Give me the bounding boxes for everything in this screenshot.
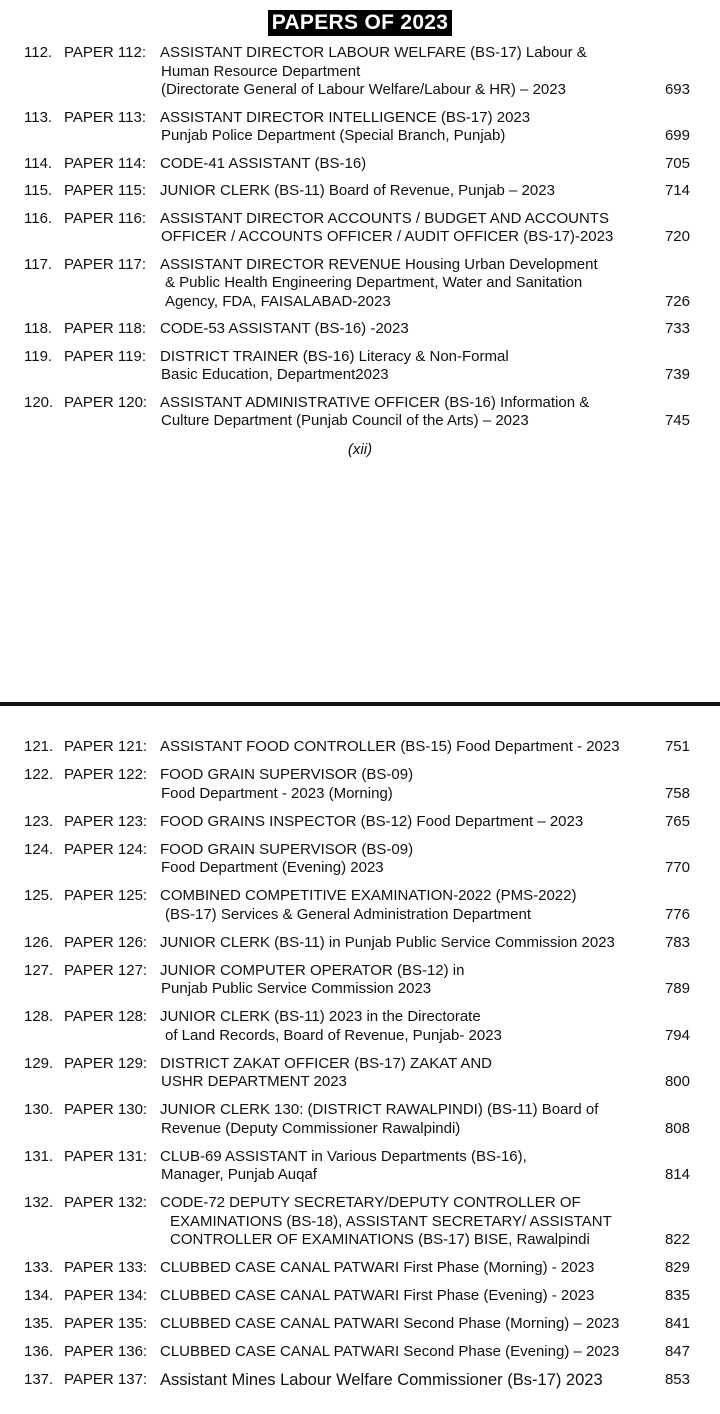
paper-label: PAPER 126: [64,933,148,951]
entry-title-line: ASSISTANT FOOD CONTROLLER (BS-15) Food Department - 2023 [160,738,620,755]
entry-title-line: CLUBBED CASE CANAL PATWARI Second Phase (Morning) – 2023 [160,1315,620,1332]
paper-label: PAPER 117: [64,255,146,273]
entry-title-line: FOOD GRAIN SUPERVISOR (BS-09) [160,840,414,858]
page-number: 693 [664,81,690,98]
entry-title-line: Human Resource Department [161,62,361,80]
toc-entry [0,813,720,832]
page-number: 808 [664,1119,690,1137]
entry-title-line: CODE-53 ASSISTANT (BS-16) -2023 [160,320,409,337]
entry-number: 134. [24,1287,54,1304]
toc-entry [0,1287,720,1306]
paper-label: PAPER 120: [64,393,148,411]
entry-title-line: CLUBBED CASE CANAL PATWARI First Phase (Evening) - 2023 [160,1287,595,1304]
page-number: 841 [664,1315,690,1332]
toc-entry [0,348,720,385]
page-number: 835 [664,1287,690,1304]
page-number: 829 [664,1259,690,1276]
toc-entry [0,155,720,174]
paper-label: PAPER 131: [64,1147,148,1165]
toc-entry [0,934,720,953]
entry-number: 123. [24,812,54,830]
entry-title-line: ASSISTANT DIRECTOR LABOUR WELFARE (BS-17) Labour & [160,44,587,61]
entry-title-line: & Public Health Engineering Department, Water and Sanitation [165,274,583,291]
toc-entry [0,44,720,100]
toc-entry [0,1343,720,1362]
entry-title-line: CLUBBED CASE CANAL PATWARI First Phase (Morning) - 2023 [160,1259,595,1276]
paper-label: PAPER 116: [64,209,146,227]
entry-title-line: of Land Records, Board of Revenue, Punjab- 2023 [165,1026,502,1044]
entry-title-line: Punjab Public Service Commission 2023 [161,980,432,997]
entry-title-line: CLUBBED CASE CANAL PATWARI Second Phase (Evening) – 2023 [160,1343,620,1360]
entry-number: 124. [24,840,54,858]
toc-entry [0,841,720,878]
title-wrap [0,0,720,44]
paper-label: PAPER 130: [64,1101,148,1118]
toc-entry [0,320,720,339]
entry-number: 125. [24,887,54,904]
toc-entry [0,1194,720,1250]
paper-label: PAPER 132: [64,1194,148,1211]
paper-label: PAPER 123: [64,812,148,830]
entry-number: 137. [24,1371,54,1388]
page-number-roman: (xii) [347,440,373,458]
entry-number: 116. [24,209,53,227]
entry-title-line: DISTRICT ZAKAT OFFICER (BS-17) ZAKAT AND [160,1054,492,1072]
entry-title-line: JUNIOR CLERK (BS-11) Board of Revenue, Punjab – 2023 [160,182,555,199]
paper-label: PAPER 133: [64,1259,148,1276]
paper-label: PAPER 114: [64,154,146,172]
paper-label: PAPER 112: [64,44,146,61]
paper-label: PAPER 122: [64,766,148,783]
paper-label: PAPER 119: [64,347,146,365]
contents-page-lower [0,708,720,1414]
page-number: 789 [664,980,690,997]
entry-number: 135. [24,1315,54,1332]
entry-title-line: OFFICER / ACCOUNTS OFFICER / AUDIT OFFICER (BS-17)-2023 [161,228,614,245]
page-number: 739 [664,366,690,383]
page-number: 770 [664,859,690,876]
entry-title-line: COMBINED COMPETITIVE EXAMINATION-2022 (PMS-2022) [160,887,577,904]
toc-entry [0,1315,720,1334]
page-title: PAPERS OF 2023 [268,10,453,36]
entry-number: 133. [24,1259,54,1276]
entry-title-line: ASSISTANT DIRECTOR INTELLIGENCE (BS-17) 2023 [160,108,531,126]
entry-number: 127. [24,961,54,979]
toc-entry [0,394,720,431]
page-number: 699 [664,127,690,144]
entry-number: 115. [24,182,53,199]
toc-entry [0,1008,720,1045]
entry-title-line: FOOD GRAINS INSPECTOR (BS-12) Food Department – 2023 [160,812,584,830]
entry-number: 130. [24,1101,54,1118]
entry-title-line: Revenue (Deputy Commissioner Rawalpindi) [161,1119,461,1137]
toc-entry [0,962,720,999]
paper-label: PAPER 124: [64,840,148,858]
entry-title-line: CLUB-69 ASSISTANT in Various Departments (BS-16), [160,1147,527,1165]
contents-page-upper [0,0,720,700]
page-number: 733 [664,320,690,337]
page-number: 853 [664,1371,690,1388]
paper-label: PAPER 129: [64,1054,148,1072]
page-divider [0,702,720,706]
page-number: 751 [664,738,690,755]
toc-entry [0,1101,720,1138]
entry-title-line: Manager, Punjab Auqaf [161,1166,317,1183]
page-number: 847 [664,1343,690,1360]
entry-number: 129. [24,1054,54,1072]
paper-label: PAPER 134: [64,1287,148,1304]
page-number: 776 [664,905,690,923]
paper-label: PAPER 136: [64,1343,148,1360]
entry-number: 117. [24,255,53,273]
entry-title-line: Agency, FDA, FAISALABAD-2023 [165,292,391,310]
entry-title-line: Basic Education, Department2023 [161,366,389,383]
entry-title-line: Assistant Mines Labour Welfare Commissioner (Bs-17) 2023 [160,1371,603,1389]
page-number: 726 [664,292,690,310]
contents-list-lower [0,708,720,1390]
paper-label: PAPER 135: [64,1315,148,1332]
entry-title-line: DISTRICT TRAINER (BS-16) Literacy & Non-Formal [160,347,509,365]
entry-title-line: EXAMINATIONS (BS-18), ASSISTANT SECRETARY/ ASSISTANT [170,1212,612,1230]
entry-number: 119. [24,347,53,365]
page-number: 745 [664,412,690,429]
page-number: 758 [664,784,690,802]
page-number: 783 [664,933,690,951]
entry-title-line: ASSISTANT DIRECTOR REVENUE Housing Urban Development [160,255,598,273]
entry-title-line: CONTROLLER OF EXAMINATIONS (BS-17) BISE, Rawalpindi [170,1231,590,1248]
entry-title-line: FOOD GRAIN SUPERVISOR (BS-09) [160,766,414,783]
entry-number: 132. [24,1194,54,1211]
entry-number: 131. [24,1147,54,1165]
toc-entry [0,1371,720,1390]
page-number: 765 [664,812,690,830]
page-number: 714 [664,182,690,199]
entry-title-line: JUNIOR CLERK 130: (DISTRICT RAWALPINDI) (BS-11) Board of [160,1101,599,1118]
page-number: 814 [664,1166,690,1183]
entry-title-line: Punjab Police Department (Special Branch, Punjab) [161,127,506,144]
paper-label: PAPER 125: [64,887,148,904]
toc-entry [0,182,720,201]
page-number: 720 [664,228,690,245]
toc-entry [0,256,720,312]
paper-label: PAPER 137: [64,1371,148,1388]
paper-label: PAPER 127: [64,961,148,979]
entry-number: 114. [24,154,53,172]
paper-label: PAPER 121: [64,738,148,755]
entry-title-line: Food Department - 2023 (Morning) [161,784,393,802]
entry-number: 121. [24,738,54,755]
entry-number: 118. [24,320,53,337]
toc-entry [0,887,720,924]
entry-title-line: ASSISTANT ADMINISTRATIVE OFFICER (BS-16) Information & [160,393,590,411]
toc-entry [0,1259,720,1278]
entry-number: 113. [24,108,53,126]
entry-number: 120. [24,393,54,411]
entry-number: 128. [24,1008,54,1025]
toc-entry [0,1055,720,1092]
page-number: 800 [664,1073,690,1090]
paper-label: PAPER 113: [64,108,146,126]
entry-number: 122. [24,766,54,783]
entry-number: 126. [24,933,54,951]
entry-title-line: ASSISTANT DIRECTOR ACCOUNTS / BUDGET AND ACCOUNTS [160,209,609,227]
entry-number: 136. [24,1343,54,1360]
page-number: 794 [664,1026,690,1044]
entry-title-line: Culture Department (Punjab Council of the Arts) – 2023 [161,412,529,429]
page-number: 822 [664,1231,690,1248]
contents-list-upper [0,44,720,431]
entry-title-line: JUNIOR CLERK (BS-11) 2023 in the Directorate [160,1008,481,1025]
entry-title-line: (BS-17) Services & General Administration Department [165,905,531,923]
entry-title-line: (Directorate General of Labour Welfare/Labour & HR) – 2023 [161,81,566,98]
toc-entry [0,1148,720,1185]
paper-label: PAPER 128: [64,1008,148,1025]
entry-title-line: USHR DEPARTMENT 2023 [161,1073,347,1090]
paper-label: PAPER 115: [64,182,146,199]
toc-entry [0,766,720,803]
toc-entry [0,109,720,146]
toc-entry [0,210,720,247]
page-number: 705 [664,154,690,172]
entry-title-line: Food Department (Evening) 2023 [161,859,384,876]
toc-entry [0,738,720,757]
entry-title-line: JUNIOR CLERK (BS-11) in Punjab Public Service Commission 2023 [160,933,615,951]
entry-title-line: CODE-41 ASSISTANT (BS-16) [160,154,367,172]
entry-number: 112. [24,44,53,61]
entry-title-line: CODE-72 DEPUTY SECRETARY/DEPUTY CONTROLLER OF [160,1194,581,1211]
entry-title-line: JUNIOR COMPUTER OPERATOR (BS-12) in [160,961,465,979]
paper-label: PAPER 118: [64,320,146,337]
